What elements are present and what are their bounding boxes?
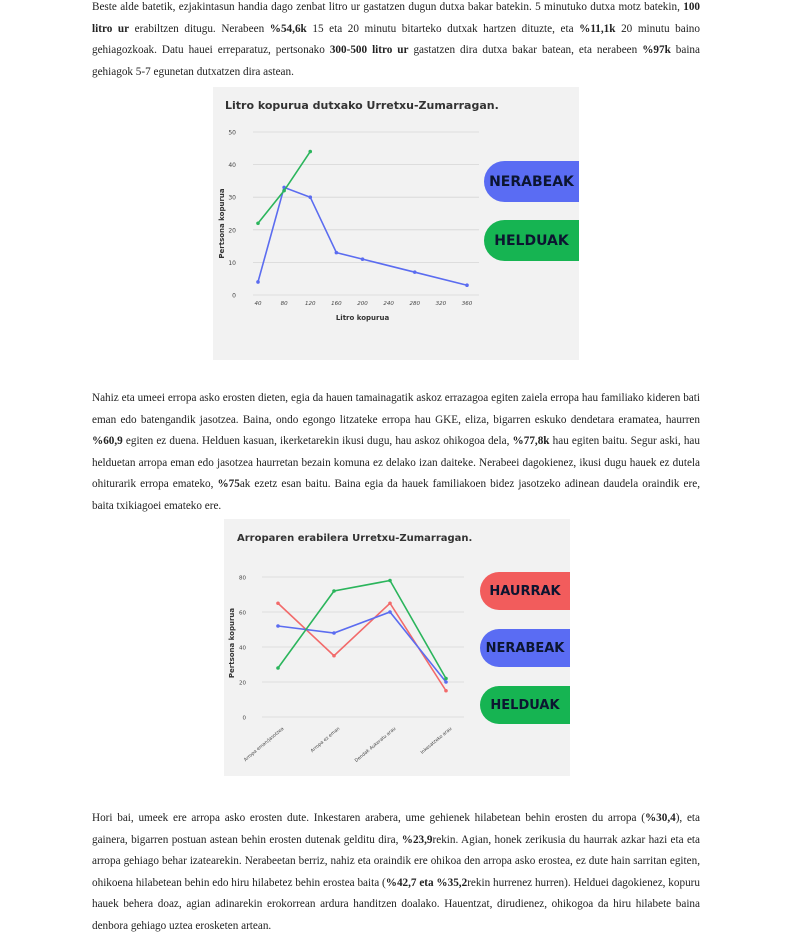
x-axis-label: Litro kopurua — [335, 314, 390, 322]
chart-title: Litro kopurua dutxako Urretxu-Zumarragan. — [225, 99, 499, 112]
y-tick-label: 30 — [228, 194, 236, 202]
y-tick-label: 20 — [239, 680, 246, 687]
paragraph-2 — [92, 388, 700, 518]
text-run: 20 minutu baino gehiagozkoak. Datu hauei erreparatuz, pertsonako — [92, 22, 700, 57]
text-run: erabiltzen ditugu. Nerabeen — [129, 22, 270, 35]
x-tick-label: 120 — [305, 301, 316, 307]
x-tick-label: Inkesatzeko arau — [420, 726, 454, 756]
y-tick-label: 10 — [228, 259, 236, 267]
data-point — [276, 601, 280, 605]
legend-helduak: HELDUAK — [480, 686, 570, 724]
x-tick-label: 80 — [280, 301, 288, 307]
data-point — [332, 631, 336, 635]
data-point — [413, 270, 417, 274]
bold-text: %11,1k — [579, 22, 616, 35]
x-tick-label: 160 — [331, 301, 342, 307]
text-run: Hori bai, umeek ere arropa asko erosten dute. Inkestaren arabera, ume gehienek hilabetean behin erosten du arropa ( — [92, 812, 645, 824]
data-point — [444, 689, 448, 693]
chart-title: Arroparen erabilera Urretxu-Zumarragan. — [237, 533, 473, 544]
legend-nerabeak: NERABEAK — [480, 629, 570, 667]
bold-text: %75 — [217, 478, 240, 491]
bold-text: %42,7 eta %35,2 — [385, 876, 468, 889]
text-run: ak ezetz esan baitu. Baina egia da hauek familiakoen bidez jasotzeko adinean daudela oraindik ere, baita txikiagoei emateko ere. — [92, 478, 700, 512]
data-point — [388, 610, 392, 614]
bold-text: %60,9 — [92, 435, 123, 448]
text-run: ), eta gainera, bigarren postuan astean behin erosten dutenak gelditu dira, — [92, 812, 701, 846]
data-point — [465, 283, 469, 287]
y-tick-label: 0 — [242, 715, 246, 722]
bold-text: %97k — [642, 44, 671, 57]
data-point — [388, 579, 392, 583]
bold-text: 300-500 litro ur — [329, 44, 409, 57]
bold-text: %54,6k — [269, 22, 307, 35]
data-point — [335, 251, 339, 255]
text-run: 15 eta 20 minutu bitarteko dutxak hartzen dituzte, eta — [306, 22, 580, 35]
x-tick-label: Arropa eman/jasotzea — [243, 726, 286, 763]
data-point — [256, 280, 260, 284]
data-point — [332, 589, 336, 593]
y-tick-label: 50 — [228, 129, 236, 137]
x-tick-label: 40 — [254, 301, 262, 307]
y-tick-label: 20 — [228, 227, 236, 235]
data-point — [444, 680, 448, 684]
bold-text: %30,4 — [644, 812, 676, 824]
text-run: Nahiz eta umeei erropa asko erosten dieten, egia da hauen tamainagatik askoz errazagoa egiten zaiela erropa hau familiako kideren bati eman edo batengandik jasotzea. Baina, ondo egongo litzateke erropa hau GKE, eliza, bigarren eskuko dendetara eramatea, haurren — [92, 392, 700, 426]
data-point — [361, 257, 365, 261]
y-axis-label: Pertsona kopurua — [228, 607, 236, 679]
text-run: rekin hurrenez hurren). Helduei dagokienez, kopuru hauek behera doaz, agian adinarekin erokorrean ardura handitzen doalako. Hauentzat, dirudienez, ohikogoa da hiru hilabete baina denbora gehiago uztea erosketen artean. — [92, 876, 700, 932]
bold-text: %23,9 — [401, 833, 433, 846]
x-tick-label: 320 — [435, 301, 447, 307]
text-run: baina gehiagok 5-7 egunetan dutxatzen dira astean. — [92, 44, 700, 78]
text-run: gastatzen dira dutxa bakar batean, eta nerabeen — [408, 44, 643, 57]
x-tick-label: Dendak Aukeratu arau — [354, 726, 398, 764]
bold-text: %77,8k — [512, 435, 550, 448]
data-point — [308, 195, 312, 199]
y-tick-label: 40 — [239, 645, 246, 652]
data-point — [308, 150, 312, 154]
paragraph-3 — [92, 808, 700, 938]
x-tick-label: 200 — [357, 301, 368, 307]
y-axis-label: Pertsona kopurua — [218, 188, 226, 259]
y-tick-label: 40 — [228, 162, 236, 170]
data-point — [276, 666, 280, 670]
figure-shower-liters — [213, 87, 579, 360]
data-point — [282, 189, 286, 193]
x-tick-label: 360 — [461, 301, 473, 307]
y-tick-label: 80 — [239, 575, 246, 582]
x-tick-label: Arropa ez eman — [310, 726, 342, 754]
series-line — [258, 187, 467, 285]
data-point — [256, 221, 260, 225]
paragraph-1 — [92, 0, 700, 83]
text-run: egiten ez duena. Helduen kasuan, ikerketarekin ikusi dugu, hau askoz ohikogoa dela, — [122, 435, 513, 448]
text-run: hau egiten baitu. Segur aski, hau helduetan arropa eman edo jasotzea haurretan bezain komuna ez delako izan daiteke. Nerabeei dagokienez, ikusi dugu hauek ez dutela ohiturarik erropa emateko, — [92, 435, 700, 491]
legend-haurrak: HAURRAK — [480, 572, 570, 610]
bold-text: 100 litro ur — [92, 1, 700, 35]
text-run: Beste alde batetik, ezjakintasun handia dago zenbat litro ur gastatzen dugun dutxa bakar batekin. 5 minutuko dutxa motz batekin, — [92, 1, 684, 13]
x-tick-label: 280 — [409, 301, 420, 307]
data-point — [276, 624, 280, 628]
legend-nerabeak: NERABEAK — [484, 161, 579, 202]
data-point — [332, 654, 336, 658]
text-run: rekin. Agian, honek zerikusia du haurrak azkar hazi eta eta arropa gehiago behar izatearekin. Nerabeetan berriz, nahiz eta oraindik ere ohikoa den arropa asko erostea, ez dute hain sarritan egiten, ohikoena hilabetean behin edo hiru hilabetez behin erostea baita ( — [92, 833, 700, 889]
y-tick-label: 0 — [232, 292, 236, 300]
data-point — [444, 677, 448, 681]
legend-helduak: HELDUAK — [484, 220, 579, 261]
data-point — [388, 601, 392, 605]
x-tick-label: 240 — [383, 301, 394, 307]
y-tick-label: 60 — [239, 610, 246, 617]
figure-clothing-use — [224, 519, 570, 776]
